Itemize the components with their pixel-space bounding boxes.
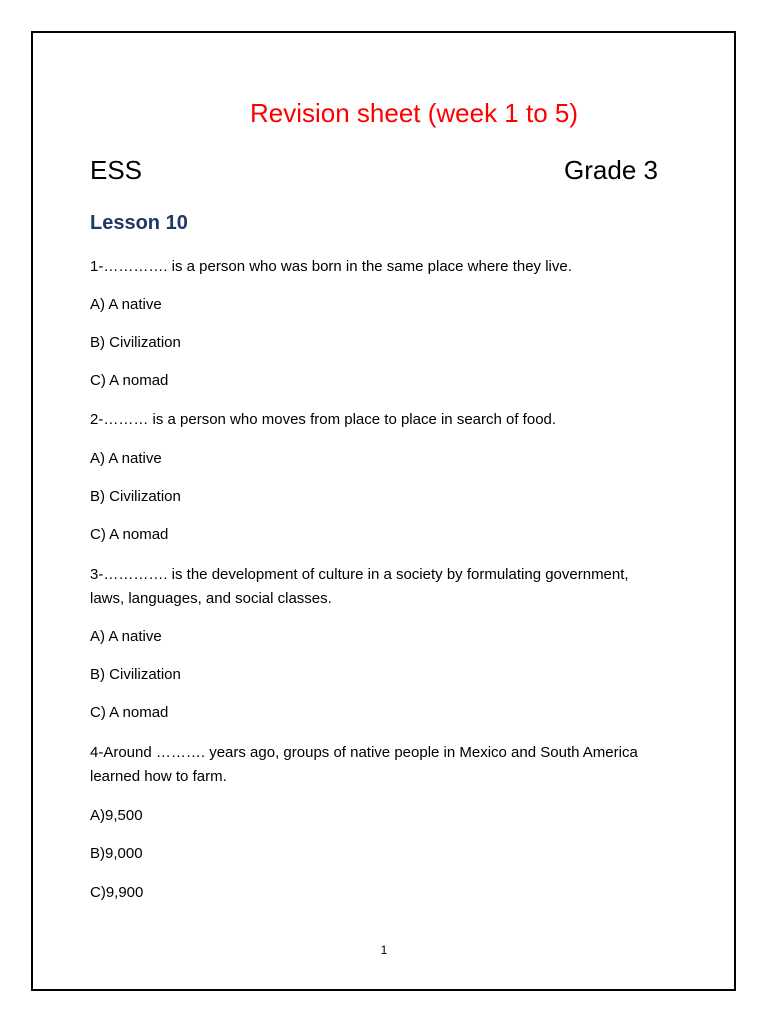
page-title: Revision sheet (week 1 to 5) [249, 98, 579, 128]
question-3-text-line-2: laws, languages, and social classes. [90, 590, 332, 607]
question-3-option-b: B) Civilization [90, 666, 181, 683]
question-4-text-line-1: 4-Around ………. years ago, groups of native people in Mexico and South America [90, 744, 638, 761]
subject-label: ESS [90, 155, 143, 185]
question-4-option-c: C)9,900 [90, 884, 144, 901]
question-2-option-b: B) Civilization [90, 488, 181, 505]
lesson-heading: Lesson 10 [90, 212, 188, 234]
page-number: 1 [380, 943, 388, 957]
question-2-text: 2-……… is a person who moves from place to place in search of food. [90, 411, 557, 428]
question-3-text-line-1: 3-…………. is the development of culture in a society by formulating government, [90, 566, 629, 583]
question-4-option-a: A)9,500 [90, 807, 143, 824]
question-1-option-c: C) A nomad [90, 372, 169, 389]
grade-label: Grade 3 [564, 155, 658, 185]
question-3-option-c: C) A nomad [90, 704, 169, 721]
question-1-option-b: B) Civilization [90, 334, 181, 351]
question-1-option-a: A) A native [90, 296, 162, 313]
question-3-option-a: A) A native [90, 628, 162, 645]
question-2-option-c: C) A nomad [90, 526, 169, 543]
question-1-text: 1-…………. is a person who was born in the same place where they live. [90, 258, 572, 275]
question-2-option-a: A) A native [90, 450, 162, 467]
question-4-text-line-2: learned how to farm. [90, 768, 227, 785]
question-4-option-b: B)9,000 [90, 845, 143, 862]
